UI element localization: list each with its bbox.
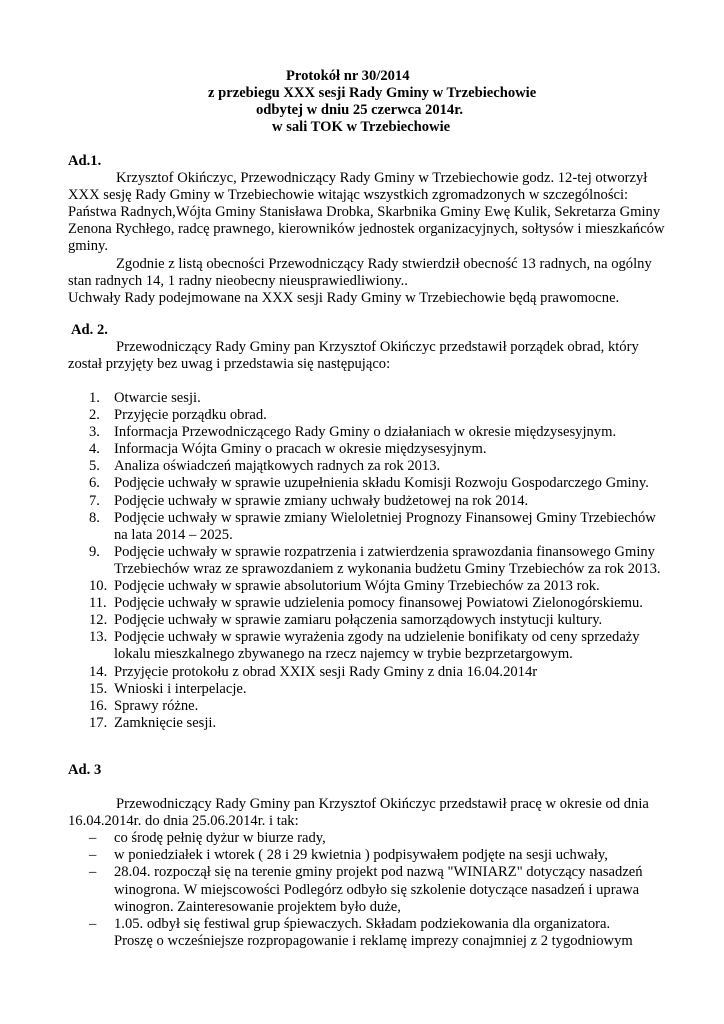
agenda-item-text: Podjęcie uchwały w sprawie zmiany uchwały budżetowej na rok 2014. <box>114 492 529 509</box>
ad1-paragraph-3: Uchwały Rady podejmowane na XXX sesji Rady Gminy w Trzebiechowie będą prawomocne. <box>68 289 620 306</box>
title-line-3: odbytej w dniu 25 czerwca 2014r. <box>256 102 463 119</box>
bullet-text: 28.04. rozpoczął się na terenie gminy projekt pod nazwą "WINIARZ" dotyczący nasadzeń winogrona. W miejscowości Podlegórz odbyło się szkolenie dotyczące nasadzeń i uprawa winogron. Zainteresowanie projektem było duże, <box>114 864 643 915</box>
agenda-item-text: Podjęcie uchwały w sprawie absolutorium Wójta Gminy Trzebiechów za 2013 rok. <box>114 578 600 595</box>
agenda-item-text: Przyjęcie porządku obrad. <box>114 407 267 424</box>
list-item <box>68 864 668 915</box>
agenda-item <box>68 441 668 458</box>
ad2-heading: Ad. 2. <box>71 322 108 338</box>
bullet-text: w poniedziałek i wtorek ( 28 i 29 kwietnia ) podpisywałem podjęte na sesji uchwały, <box>114 847 608 864</box>
section-ad1 <box>68 153 668 307</box>
agenda-item-number: 16. <box>89 697 108 714</box>
agenda-item-text: Informacja Przewodniczącego Rady Gminy o działaniach w okresie międzysesyjnym. <box>114 424 617 441</box>
agenda-item-text: Podjęcie uchwały w sprawie zamiaru połączenia samorządowych instytucji kultury. <box>114 612 603 629</box>
agenda-item <box>68 664 668 681</box>
ad3-continuation: Proszę o wcześniejsze rozpropagowanie i reklamę imprezy conajmniej z 2 tygodniowym <box>114 932 633 949</box>
ad3-bullet-list <box>68 830 668 933</box>
agenda-item-number: 11. <box>89 595 107 612</box>
agenda-item-number: 5. <box>89 458 100 475</box>
ad3-intro: Przewodniczący Rady Gminy pan Krzysztof Okińczyc przedstawił pracę w okresie od dnia 16.04.2014r. do dnia 25.06.2014r. i tak: <box>68 796 649 830</box>
agenda-item-text: Podjęcie uchwały w sprawie zmiany Wieloletniej Prognozy Finansowej Gminy Trzebiechów na lata 2014 – 2025. <box>114 509 656 543</box>
list-item <box>68 830 668 847</box>
ad1-paragraph-1: Krzysztof Okińczyc, Przewodniczący Rady Gminy w Trzebiechowie godz. 12-tej otworzył XXX sesję Rady Gminy w Trzebiechowie witając wszystkich zgromadzonych w szczególności: Państwa Radnych,Wójta Gminy Stanisława Drobka, Skarbnika Gminy Ewę Kulik, Sekretarza Gminy Zenona Rychłego, radcę prawnego, kierowników jednostek organizacyjnych, sołtysów i mieszkańców gminy. <box>68 170 665 255</box>
agenda-item <box>68 681 668 698</box>
dash-bullet-icon: – <box>89 830 97 847</box>
agenda-item <box>68 715 668 732</box>
title-line-1: Protokół nr 30/2014 <box>286 68 410 84</box>
agenda-item-number: 17. <box>89 714 108 731</box>
title-line-2: z przebiegu XXX sesji Rady Gminy w Trzebiechowie <box>208 85 537 102</box>
list-item <box>68 916 668 933</box>
agenda-item <box>68 407 668 424</box>
agenda-item-text: Podjęcie uchwały w sprawie rozpatrzenia i zatwierdzenia sprawozdania finansowego Gminy Trzebiechów wraz ze sprawozdaniem z wykonania budżetu Gminy Trzebiechów za rok 2013. <box>114 543 661 577</box>
agenda-item <box>68 595 668 612</box>
agenda-item <box>68 493 668 510</box>
ad1-heading: Ad.1. <box>68 153 102 169</box>
agenda-item-number: 10. <box>89 578 108 595</box>
agenda-item-text: Podjęcie uchwały w sprawie udzielenia pomocy finansowej Powiatowi Zielonogórskiemu. <box>114 595 643 612</box>
bullet-text: 1.05. odbył się festiwal grup śpiewaczych. Składam podziekowania dla organizatora. <box>114 915 611 932</box>
document-title <box>0 68 724 136</box>
section-ad3 <box>68 762 668 950</box>
section-ad2 <box>68 322 668 373</box>
agenda-item <box>68 544 668 578</box>
agenda-items <box>68 390 668 732</box>
ad3-heading: Ad. 3 <box>68 762 102 778</box>
agenda-item <box>68 629 668 663</box>
agenda-item-text: Otwarcie sesji. <box>114 390 201 406</box>
dash-bullet-icon: – <box>89 847 97 864</box>
agenda-item-number: 4. <box>89 441 100 458</box>
agenda-item-text: Podjęcie uchwały w sprawie uzupełnienia składu Komisji Rozwoju Gospodarczego Gminy. <box>114 475 649 492</box>
agenda-item-text: Informacja Wójta Gminy o pracach w okresie międzysesyjnym. <box>114 441 487 458</box>
agenda-item <box>68 458 668 475</box>
agenda-item <box>68 424 668 441</box>
agenda-item-text: Podjęcie uchwały w sprawie wyrażenia zgody na udzielenie bonifikaty od ceny sprzedaży lokalu mieszkalnego zbywanego na rzecz najemcy w trybie bezprzetargowym. <box>114 629 640 663</box>
list-item <box>68 847 668 864</box>
agenda-item-number: 1. <box>89 390 100 406</box>
agenda-item <box>68 390 668 407</box>
agenda-item-text: Przyjęcie protokołu z obrad XXIX sesji Rady Gminy z dnia 16.04.2014r <box>114 663 538 680</box>
agenda-item-number: 9. <box>89 543 100 560</box>
agenda-item <box>68 475 668 492</box>
agenda-item-number: 12. <box>89 612 108 629</box>
agenda-item-number: 15. <box>89 680 108 697</box>
ad2-intro: Przewodniczący Rady Gminy pan Krzysztof Okińczyc przedstawił porządek obrad, który został przyjęty bez uwag i przedstawia się następująco: <box>68 339 639 373</box>
agenda-item <box>68 578 668 595</box>
title-line-4: w sali TOK w Trzebiechowie <box>272 119 451 136</box>
ad1-paragraph-2: Zgodnie z listą obecności Przewodniczący Rady stwierdził obecność 13 radnych, na ogólny stan radnych 14, 1 radny nieobecny nieusprawiedliwiony.. <box>68 255 652 289</box>
agenda-item-number: 2. <box>89 407 100 424</box>
bullet-text: co środę pełnię dyżur w biurze rady, <box>114 830 326 847</box>
dash-bullet-icon: – <box>89 864 97 881</box>
agenda-item <box>68 612 668 629</box>
agenda-list <box>68 390 668 732</box>
dash-bullet-icon: – <box>89 915 97 932</box>
agenda-item-text: Zamknięcie sesji. <box>114 714 217 731</box>
agenda-item-number: 8. <box>89 509 100 526</box>
agenda-item-number: 14. <box>89 663 108 680</box>
agenda-item-text: Wnioski i interpelacje. <box>114 680 247 697</box>
agenda-item-text: Analiza oświadczeń majątkowych radnych za rok 2013. <box>114 458 441 475</box>
agenda-item-number: 6. <box>89 475 100 492</box>
agenda-item-text: Sprawy różne. <box>114 697 199 714</box>
agenda-item <box>68 510 668 544</box>
agenda-item-number: 13. <box>89 629 108 646</box>
agenda-item-number: 7. <box>89 492 100 509</box>
agenda-item-number: 3. <box>89 424 100 441</box>
agenda-item <box>68 698 668 715</box>
